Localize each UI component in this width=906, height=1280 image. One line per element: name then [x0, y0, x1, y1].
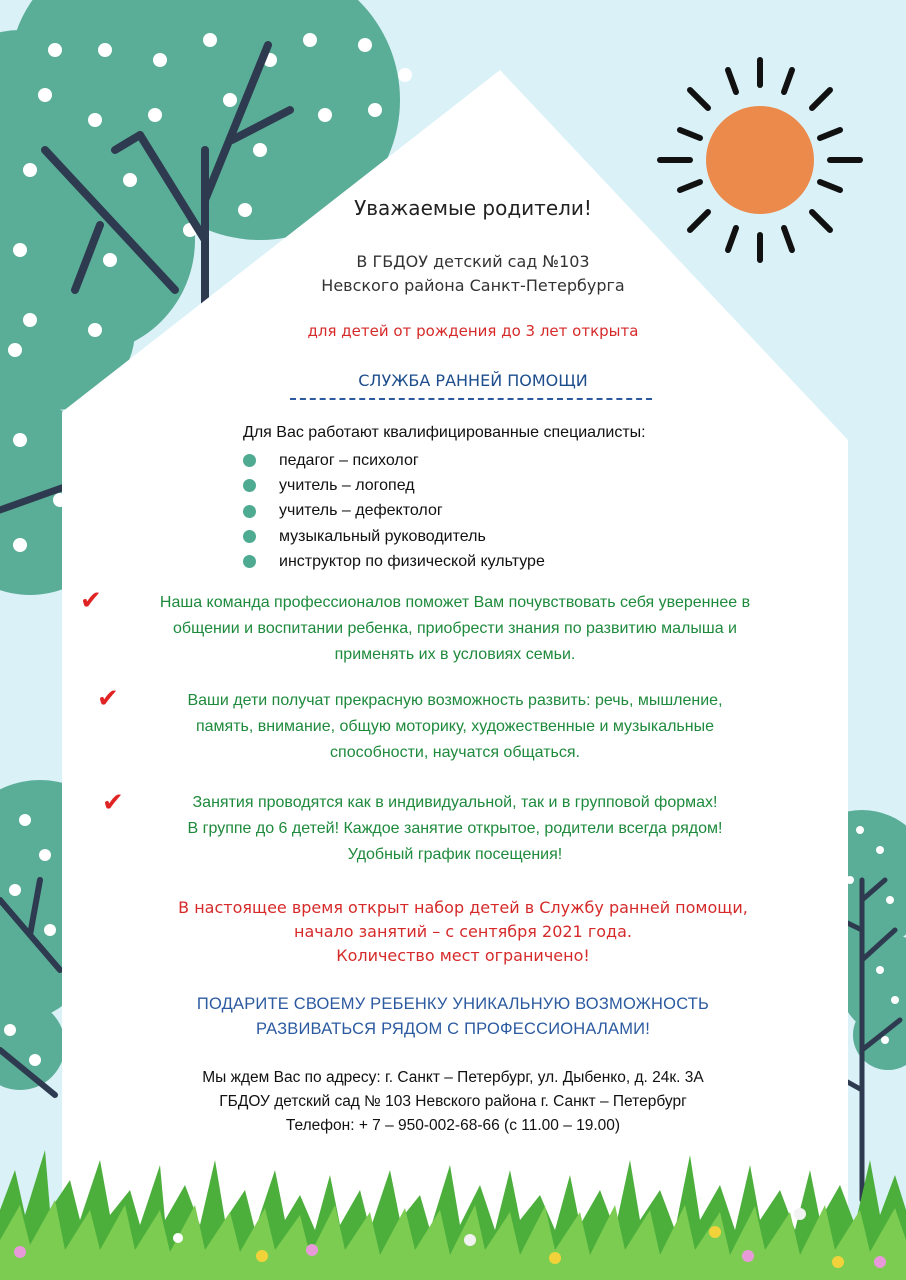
bullet-dot-icon	[243, 479, 256, 492]
bullet-dot-icon	[243, 530, 256, 543]
list-item: учитель – логопед	[243, 473, 545, 498]
benefit-development: Ваши дети получат прекрасную возможность развить: речь, мышление, память, внимание, общую моторику, художественные и музыкальные способности, научатся общаться.	[187, 692, 723, 761]
kindergarten-name	[20, 250, 906, 298]
benefit-classes: Занятия проводятся как в индивидуальной, так и в групповой формах! В группе до 6 детей! Каждое занятие открытое, родители всегда рядом! Удобный график посещения!	[187, 794, 723, 863]
list-item: музыкальный руководитель	[243, 524, 545, 549]
open-for-text: для детей от рождения до 3 лет открыта	[307, 322, 639, 340]
bullet-dot-icon	[243, 555, 256, 568]
check-icon: ✔	[97, 684, 119, 714]
sun-illustration	[660, 60, 860, 260]
check-icon: ✔	[80, 586, 102, 616]
contact-address	[0, 1066, 906, 1138]
list-item: педагог – психолог	[243, 448, 545, 473]
address-line: Мы ждем Вас по адресу: г. Санкт – Петербург, ул. Дыбенко, д. 24к. 3А	[202, 1069, 704, 1086]
specialists-intro: Для Вас работают квалифицированные специалисты:	[243, 424, 646, 441]
page-title: Уважаемые родители!	[354, 196, 592, 220]
service-name: СЛУЖБА РАННЕЙ ПОМОЩИ	[358, 371, 588, 390]
kindergarten-line-1: В ГБДОУ детский сад №103	[356, 252, 590, 271]
bullet-dot-icon	[243, 454, 256, 467]
kindergarten-line: ГБДОУ детский сад № 103 Невского района г. Санкт – Петербург	[219, 1093, 687, 1110]
benefit-team: Наша команда профессионалов поможет Вам почувствовать себя увереннее в общении и воспитании ребенка, приобрести знания по развитию малыша и применять их в условиях семьи.	[159, 594, 751, 663]
list-item: учитель – дефектолог	[243, 499, 545, 524]
kindergarten-line-2: Невского района Санкт-Петербурга	[321, 276, 625, 295]
specialists-list	[243, 448, 545, 574]
dashed-divider	[290, 398, 652, 400]
bullet-dot-icon	[243, 505, 256, 518]
gift-slogan: ПОДАРИТЕ СВОЕМУ РЕБЕНКУ УНИКАЛЬНУЮ ВОЗМОЖНОСТЬ РАЗВИВАТЬСЯ РЯДОМ С ПРОФЕССИОНАЛАМИ!	[196, 995, 710, 1038]
check-icon: ✔	[102, 788, 124, 818]
enrollment-notice: В настоящее время открыт набор детей в Службу ранней помощи, начало занятий – с сентября 2021 года. Количество мест ограничено!	[178, 898, 748, 965]
phone-line: Телефон: + 7 – 950-002-68-66 (с 11.00 – 19.00)	[285, 1117, 621, 1134]
list-item: инструктор по физической культуре	[243, 549, 545, 574]
